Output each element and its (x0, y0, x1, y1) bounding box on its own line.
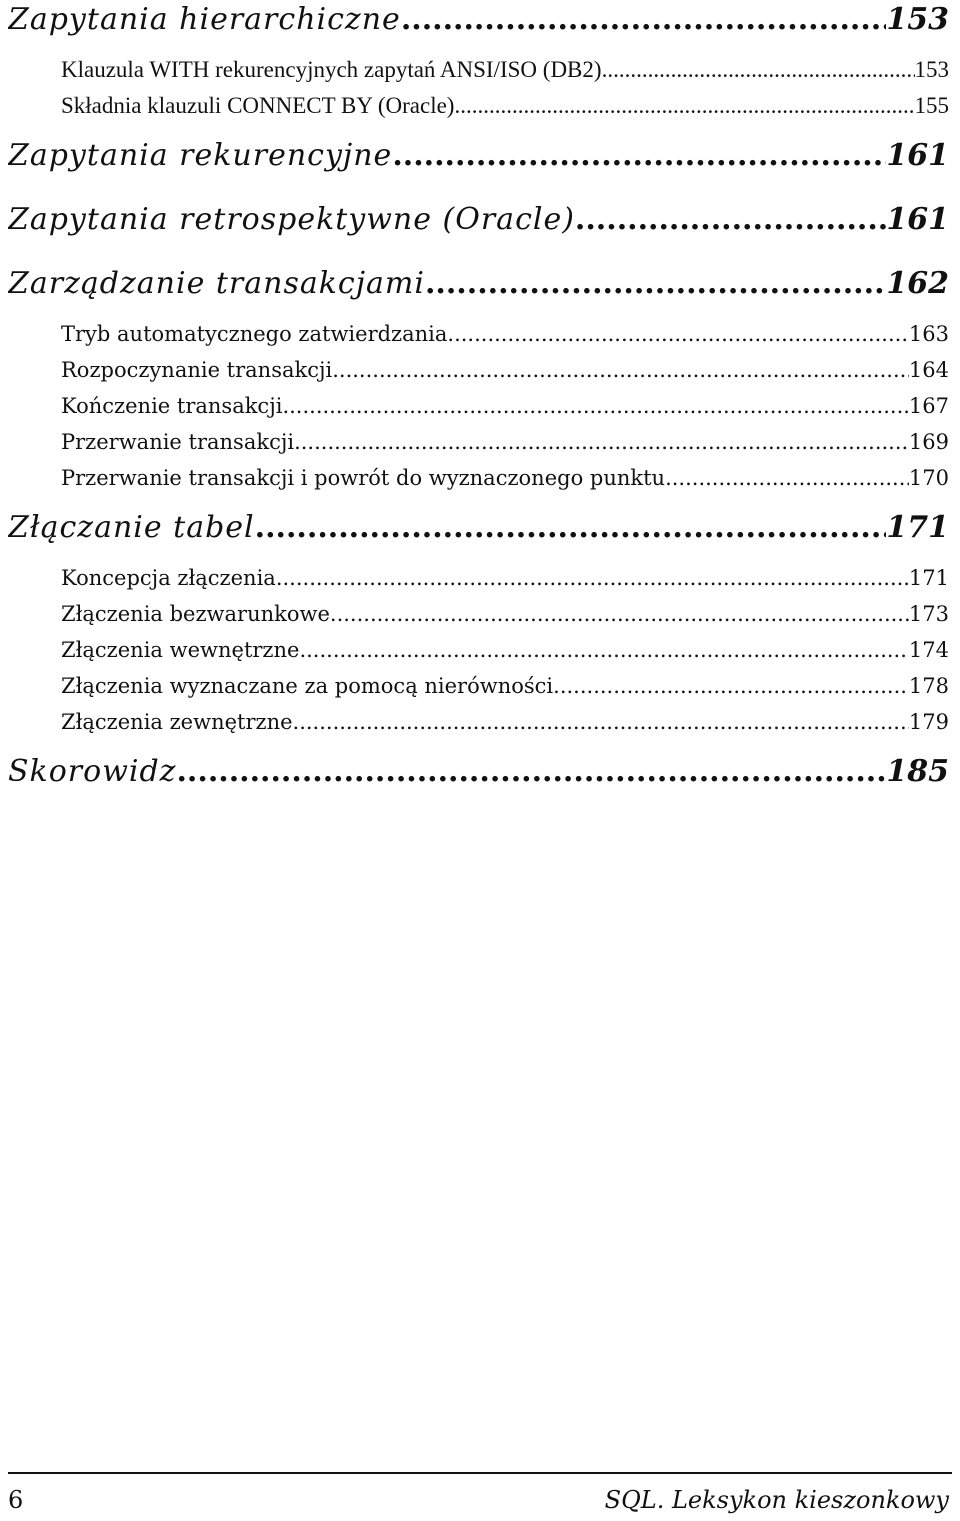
toc-entry-page: 185 (886, 754, 949, 789)
toc-entry-page: 179 (908, 710, 949, 734)
toc-section-entry[interactable] (8, 52, 949, 88)
toc-entry-page: 155 (914, 93, 949, 118)
toc-dot-leader (575, 188, 886, 252)
toc-entry-page: 153 (914, 57, 949, 82)
toc-entry-title: Tryb automatycznego zatwierdzania (61, 322, 448, 346)
toc-chapter-entry[interactable] (8, 0, 949, 52)
toc-entry-page: 153 (886, 2, 949, 37)
toc-entry-page: 162 (886, 266, 949, 301)
toc-entry-title: Przerwanie transakcji (61, 430, 295, 454)
toc-dot-leader (401, 0, 887, 52)
toc-section-entry[interactable] (8, 596, 949, 632)
toc-entry-title: Zapytania hierarchiczne (8, 2, 401, 37)
toc-entry-page: 169 (908, 430, 949, 454)
toc-section-entry[interactable] (8, 388, 949, 424)
toc-entry-title: Zapytania rekurencyjne (8, 138, 393, 173)
toc-section-entry[interactable] (8, 632, 949, 668)
toc-entry-page: 171 (908, 566, 949, 590)
toc-entry-title: Skorowidz (8, 754, 177, 789)
toc-entry-title: Rozpoczynanie transakcji (61, 358, 333, 382)
toc-entry-title: Klauzula WITH rekurencyjnych zapytań ANSI/ISO (DB2) (61, 57, 602, 82)
toc-dot-leader (176, 740, 886, 804)
toc-entry-page: 164 (908, 358, 949, 382)
toc-dot-leader (454, 88, 914, 124)
toc-section-entry[interactable] (8, 88, 949, 124)
toc-chapter-entry[interactable] (8, 496, 949, 560)
toc-chapter-entry[interactable] (8, 124, 949, 188)
toc-entry-page: 174 (908, 638, 949, 662)
toc-dot-leader (332, 352, 909, 388)
toc-dot-leader (255, 496, 887, 560)
page-number: 6 (8, 1486, 24, 1514)
toc-section-entry[interactable] (8, 424, 949, 460)
toc-section-entry[interactable] (8, 704, 949, 740)
toc-dot-leader (282, 388, 908, 424)
toc-dot-leader (293, 704, 909, 740)
toc-chapter-entry[interactable] (8, 188, 949, 252)
table-of-contents (8, 0, 949, 804)
toc-section-entry[interactable] (8, 560, 949, 596)
running-book-title: SQL. Leksykon kieszonkowy (604, 1486, 949, 1514)
toc-entry-page: 171 (886, 510, 949, 545)
footer-divider (8, 1472, 952, 1474)
toc-entry-title: Złączenia bezwarunkowe (61, 602, 330, 626)
toc-dot-leader (665, 460, 909, 496)
toc-entry-title: Złączanie tabel (8, 510, 255, 545)
toc-chapter-entry[interactable] (8, 740, 949, 804)
toc-section-entry[interactable] (8, 460, 949, 496)
toc-dot-leader (447, 316, 909, 352)
toc-entry-page: 170 (908, 466, 949, 490)
toc-dot-leader (294, 424, 909, 460)
toc-dot-leader (299, 632, 908, 668)
toc-chapter-entry[interactable] (8, 252, 949, 316)
toc-entry-page: 167 (908, 394, 949, 418)
toc-entry-title: Złączenia zewnętrzne (61, 710, 293, 734)
toc-dot-leader (602, 52, 915, 88)
toc-dot-leader (330, 596, 909, 632)
toc-entry-page: 173 (908, 602, 949, 626)
toc-section-entry[interactable] (8, 316, 949, 352)
toc-entry-page: 163 (908, 322, 949, 346)
toc-dot-leader (425, 252, 886, 316)
toc-entry-title: Koncepcja złączenia (61, 566, 276, 590)
toc-section-entry[interactable] (8, 352, 949, 388)
toc-entry-page: 161 (886, 202, 949, 237)
toc-entry-title: Złączenia wyznaczane za pomocą nierówności (61, 674, 554, 698)
toc-entry-title: Składnia klauzuli CONNECT BY (Oracle) (61, 93, 455, 118)
toc-dot-leader (276, 560, 909, 596)
toc-entry-title: Zapytania retrospektywne (Oracle) (8, 202, 575, 237)
toc-entry-title: Zarządzanie transakcjami (8, 266, 425, 301)
toc-dot-leader (553, 668, 909, 704)
toc-entry-page: 178 (908, 674, 949, 698)
toc-entry-title: Przerwanie transakcji i powrót do wyznaczonego punktu (61, 466, 666, 490)
toc-dot-leader (392, 124, 886, 188)
toc-entry-page: 161 (886, 138, 949, 173)
toc-entry-title: Kończenie transakcji (61, 394, 283, 418)
toc-section-entry[interactable] (8, 668, 949, 704)
toc-entry-title: Złączenia wewnętrzne (61, 638, 300, 662)
page-footer (8, 1480, 949, 1520)
